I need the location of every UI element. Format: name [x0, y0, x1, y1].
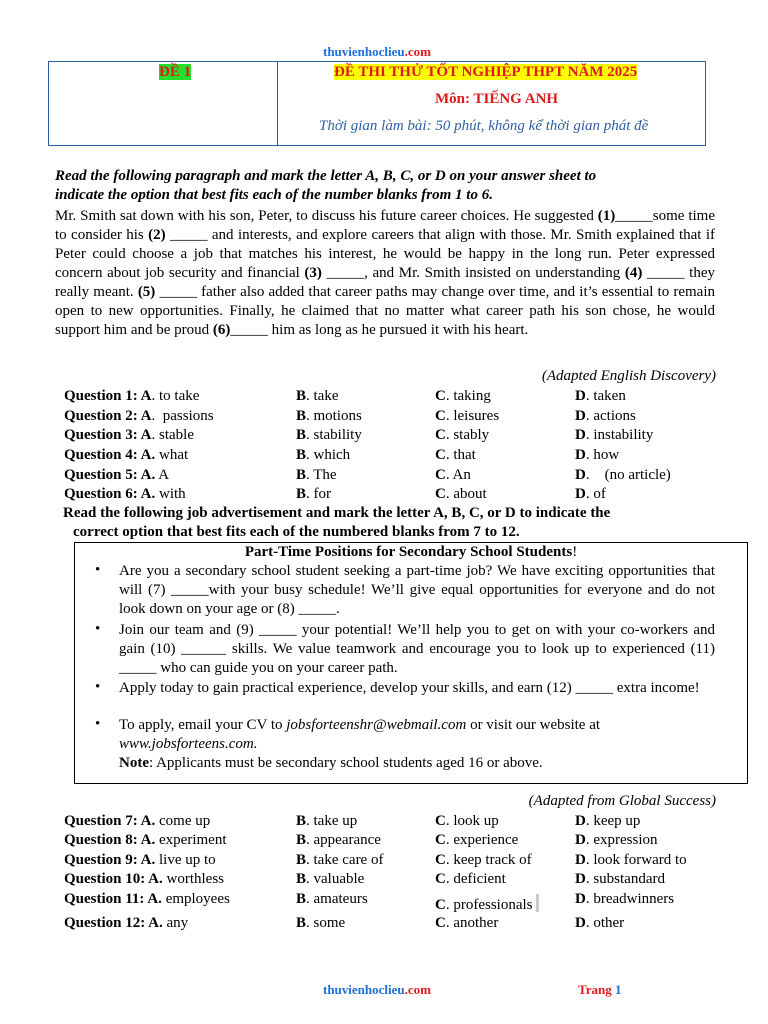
site-domain: .com [404, 982, 431, 997]
q10-option-d[interactable]: D. substandard [575, 871, 665, 887]
q11-option-b[interactable]: B. amateurs [296, 891, 368, 907]
q3-option-b[interactable]: B. stability [296, 427, 362, 443]
q7-option-c[interactable]: C. look up [435, 813, 499, 829]
site-header [323, 44, 431, 60]
note-label: Note [119, 755, 149, 771]
q7-option-b[interactable]: B. take up [296, 813, 358, 829]
q8-option-b[interactable]: B. appearance [296, 832, 381, 848]
q5-option-c[interactable]: C. An [435, 467, 471, 483]
q9-option-c[interactable]: C. keep track of [435, 852, 532, 868]
page-number: Trang 1 [578, 982, 622, 997]
q12-option-b[interactable]: B. some [296, 915, 346, 931]
question-9: Question 9: A. live up to [64, 852, 216, 868]
exam-subject: Môn: TIẾNG ANH [435, 91, 559, 107]
bullet-icon: • [95, 716, 101, 732]
q2-option-c[interactable]: C. leisures [435, 408, 500, 424]
q1-option-b[interactable]: B. take [296, 388, 339, 404]
header-divider [277, 62, 278, 145]
q10-option-b[interactable]: B. valuable [296, 871, 365, 887]
site-name: thuvienhoclieu [323, 44, 405, 59]
q1-option-c[interactable]: C. taking [435, 388, 491, 404]
ad-title: Part-Time Positions for Secondary School Students! [244, 544, 578, 560]
job-advertisement-box [74, 542, 748, 784]
q6-option-b[interactable]: B. for [296, 486, 332, 502]
q8-option-c[interactable]: C. experience [435, 832, 519, 848]
q12-option-c[interactable]: C. another [435, 915, 499, 931]
q5-option-b[interactable]: B. The [296, 467, 337, 483]
question-5: Question 5: A. A [64, 467, 170, 483]
website-link[interactable]: www.jobsforteens.com. [119, 736, 258, 752]
exam-time: Thời gian làm bài: 50 phút, không kể thời gian phát đề [319, 118, 649, 134]
exam-title: ĐỀ THI THỬ TỐT NGHIỆP THPT NĂM 2025 [334, 64, 638, 80]
q2-option-d[interactable]: D. actions [575, 408, 636, 424]
q4-option-c[interactable]: C. that [435, 447, 476, 463]
q12-option-d[interactable]: D. other [575, 915, 625, 931]
question-12: Question 12: A. any [64, 915, 189, 931]
q3-option-c[interactable]: C. stably [435, 427, 490, 443]
question-6: Question 6: A. with [64, 486, 186, 502]
question-10: Question 10: A. worthless [64, 871, 225, 887]
question-11: Question 11: A. employees [64, 891, 230, 907]
question-3: Question 3: A. stable [64, 427, 195, 443]
section2-instruction: Read the following job advertisement and mark the letter A, B, C, or D to indicate the correct option that best fits each of the numbered blanks from 7 to 12. [63, 505, 611, 540]
q11-option-d[interactable]: D. breadwinners [575, 891, 675, 907]
ad-bullet-1: Are you a secondary school student seeking a part-time job? We have exciting opportunities that will (7) _____with your busy schedule! We’ll give equal opportunities for everyone and do not look down on your age or (8) _____. [119, 563, 715, 617]
note-text: : Applicants must be secondary school students aged 16 or above. [149, 755, 543, 771]
exam-code: ĐỀ 1 [159, 64, 192, 80]
question-7: Question 7: A. come up [64, 813, 211, 829]
email-link[interactable]: jobsforteenshr@webmail.com [286, 717, 467, 733]
q10-option-c[interactable]: C. deficient [435, 871, 506, 887]
section1-source: (Adapted English Discovery) [541, 368, 716, 384]
question-1: Question 1: A. to take [64, 388, 200, 404]
exam-header-table [48, 61, 706, 146]
bullet-icon: • [95, 562, 101, 578]
section1-instruction: Read the following paragraph and mark the letter A, B, C, or D on your answer sheet to indicate the option that best fits each of the number blanks from 1 to 6. [55, 168, 597, 203]
site-footer [323, 982, 431, 998]
q9-option-d[interactable]: D. look forward to [575, 852, 687, 868]
q8-option-d[interactable]: D. expression [575, 832, 658, 848]
ad-bullet-2: Join our team and (9) _____ your potential! We’ll help you to get on with your co-workers and gain (10) ______ skills. We value teamwork and encourage you to look up to experienced (11) _____ who can guide you on your career path. [119, 622, 715, 676]
question-4: Question 4: A. what [64, 447, 189, 463]
reading-passage: Mr. Smith sat down with his son, Peter, to discuss his future career choices. He suggested (1)_____some time to consider his (2) _____ and interests, and explore careers that align with those. Mr. Smith explained that if Peter could choose a job that matches his interest, he would be happy in the long run. Peter expressed concern about job security and financial (3) _____, and Mr. Smith insisted on understanding (4) _____ they really meant. (5) _____ father also added that career paths may change over time, and it’s essential to remain open to new opportunities. Finally, he claimed that no matter what career path his son chose, he would support him and be proud (6)_____ him as long as he pursued it with his heart. [55, 208, 715, 338]
q4-option-b[interactable]: B. which [296, 447, 351, 463]
q2-option-b[interactable]: B. motions [296, 408, 362, 424]
bullet-icon: • [95, 621, 101, 637]
q6-option-d[interactable]: D. of [575, 486, 606, 502]
site-domain: .com [404, 44, 431, 59]
section2-source: (Adapted from Global Success) [528, 793, 716, 809]
q3-option-d[interactable]: D. instability [575, 427, 654, 443]
q4-option-d[interactable]: D. how [575, 447, 620, 463]
q5-option-d[interactable]: D. (no article) [575, 467, 671, 483]
question-8: Question 8: A. experiment [64, 832, 227, 848]
q11-option-c[interactable]: C. professionals [435, 894, 539, 915]
q1-option-d[interactable]: D. taken [575, 388, 626, 404]
ad-bullet-3: Apply today to gain practical experience, develop your skills, and earn (12) _____ extra income! [119, 680, 700, 696]
site-name: thuvienhoclieu [323, 982, 405, 997]
q7-option-d[interactable]: D. keep up [575, 813, 641, 829]
q9-option-b[interactable]: B. take care of [296, 852, 384, 868]
q6-option-c[interactable]: C. about [435, 486, 487, 502]
question-2: Question 2: A. passions [64, 408, 214, 424]
ad-bullet-4: To apply, email your CV to jobsforteenshr@webmail.com or visit our website at www.jobsforteens.com. Note: Applicants must be secondary school students aged 16 or above. [119, 717, 601, 771]
bullet-icon: • [95, 679, 101, 695]
